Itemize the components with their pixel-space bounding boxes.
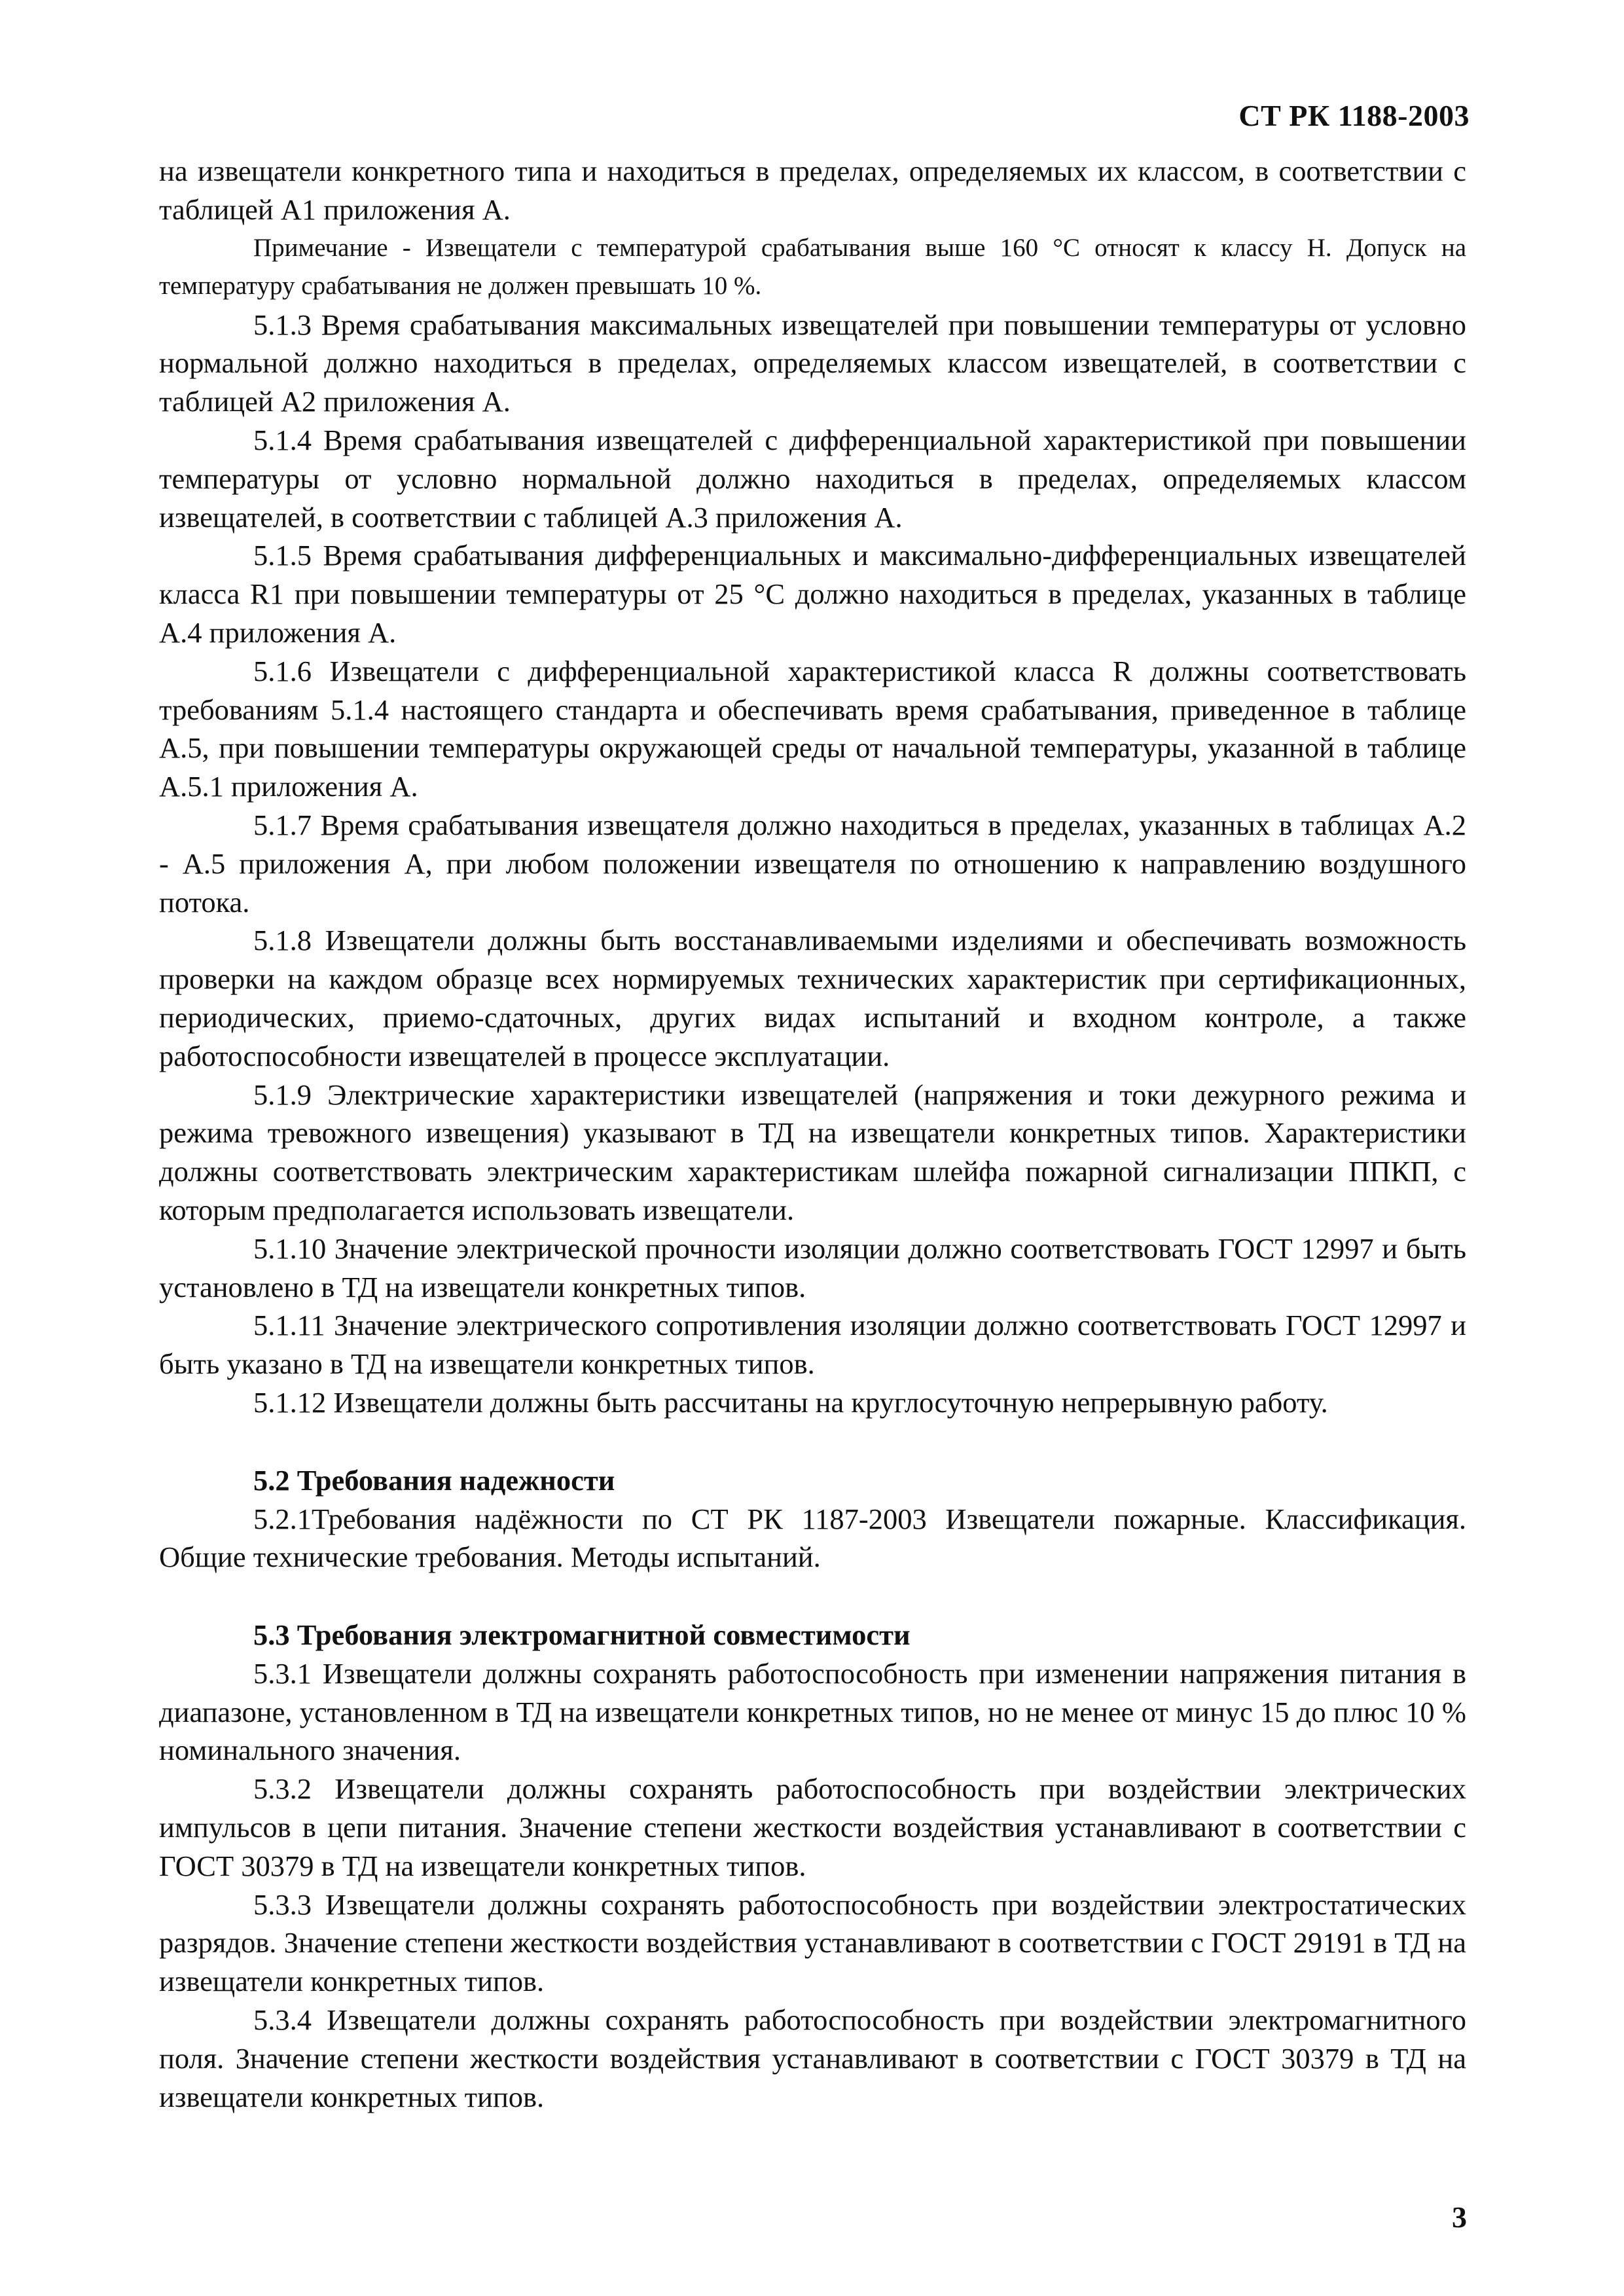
clause-5-1-5: 5.1.5 Время срабатывания дифференциальных и максимально-дифференциальных извещателей класса R1 при повышении температуры от 25 °С должно находиться в пределах, указанных в таблице А.4 приложения А. bbox=[159, 539, 1466, 649]
clause-5-3-3: 5.3.3 Извещатели должны сохранять работоспособность при воздействии электростатических разрядов. Значение степени жесткости воздействия устанавливают в соответствии с ГОСТ 29191 в ТД на извещатели конкретных типов. bbox=[159, 1887, 1466, 1998]
section-heading-5-3: 5.3 Требования электромагнитной совместимости bbox=[253, 1618, 911, 1652]
clause-5-2-1: 5.2.1Требования надёжности по СТ РК 1187-2003 Извещатели пожарные. Классификация. Общие технические требования. Методы испытаний. bbox=[159, 1502, 1466, 1574]
clause-5-1-9: 5.1.9 Электрические характеристики извещателей (напряжения и токи дежурного режима и режима тревожного извещения) указывают в ТД на извещатели конкретных типов. Характеристики должны соответствовать электрическим характеристикам шлейфа пожарной сигнализации ППКП, с которым предполагается использовать извещатели. bbox=[159, 1078, 1466, 1226]
clause-5-1-8: 5.1.8 Извещатели должны быть восстанавливаемыми изделиями и обеспечивать возможность проверки на каждом образце всех нормируемых технических характеристик при сертификационных, периодических, приемо-сдаточных, других видах испытаний и входном контроле, а также работоспособности извещателей в процессе эксплуатации. bbox=[159, 924, 1466, 1072]
clause-5-3-2: 5.3.2 Извещатели должны сохранять работоспособность при воздействии электрических импульсов в цепи питания. Значение степени жесткости воздействия устанавливают в соответствии с ГОСТ 30379 в ТД на извещатели конкретных типов. bbox=[159, 1772, 1466, 1882]
clause-5-1-10: 5.1.10 Значение электрической прочности изоляции должно соответствовать ГОСТ 12997 и быть установлено в ТД на извещатели конкретных типов. bbox=[159, 1231, 1466, 1303]
section-heading-5-2: 5.2 Требования надежности bbox=[253, 1463, 615, 1497]
document-code: СТ РК 1188-2003 bbox=[1238, 99, 1470, 132]
clause-5-3-4: 5.3.4 Извещатели должны сохранять работоспособность при воздействии электромагнитного поля. Значение степени жесткости воздействия устанавливают в соответствии с ГОСТ 30379 в ТД на извещатели конкретных типов. bbox=[159, 2003, 1466, 2113]
clause-5-3-1: 5.3.1 Извещатели должны сохранять работоспособность при изменении напряжения питания в диапазоне, установленном в ТД на извещатели конкретных типов, но не менее от минус 15 до плюс 10 % номинального значения. bbox=[159, 1656, 1466, 1767]
clause-5-1-12: 5.1.12 Извещатели должны быть рассчитаны на круглосуточную непрерывную работу. bbox=[253, 1385, 1328, 1419]
clause-5-1-4: 5.1.4 Время срабатывания извещателей с дифференциальной характеристикой при повышении температуры от условно нормальной должно находиться в пределах, определяемых классом извещателей, в соответствии с таблицей А.3 приложения А. bbox=[159, 423, 1466, 534]
note-paragraph: Примечание - Извещатели с температурой срабатывания выше 160 °С относят к классу Н. Допуск на температуру срабатывания не должен превышать 10 %. bbox=[159, 233, 1466, 301]
clause-5-1-7: 5.1.7 Время срабатывания извещателя должно находиться в пределах, указанных в таблицах А.2 - А.5 приложения А, при любом положении извещателя по отношению к направлению воздушного потока. bbox=[159, 808, 1466, 919]
clause-5-1-6: 5.1.6 Извещатели с дифференциальной характеристикой класса R должны соответствовать требованиям 5.1.4 настоящего стандарта и обеспечивать время срабатывания, приведенное в таблице А.5, при повышении температуры окружающей среды от начальной температуры, указанной в таблице А.5.1 приложения А. bbox=[159, 654, 1466, 803]
document-body bbox=[159, 152, 1466, 2116]
clause-5-1-3: 5.1.3 Время срабатывания максимальных извещателей при повышении температуры от условно нормальной должно находиться в пределах, определяемых классом извещателей, в соответствии с таблицей А2 приложения А. bbox=[159, 308, 1466, 418]
clause-5-1-11: 5.1.11 Значение электрического сопротивления изоляции должно соответствовать ГОСТ 12997 и быть указано в ТД на извещатели конкретных типов. bbox=[159, 1309, 1466, 1381]
page-number: 3 bbox=[1452, 2200, 1467, 2234]
paragraph-continuation: на извещатели конкретного типа и находиться в пределах, определяемых их классом, в соответствии с таблицей А1 приложения А. bbox=[159, 155, 1466, 226]
